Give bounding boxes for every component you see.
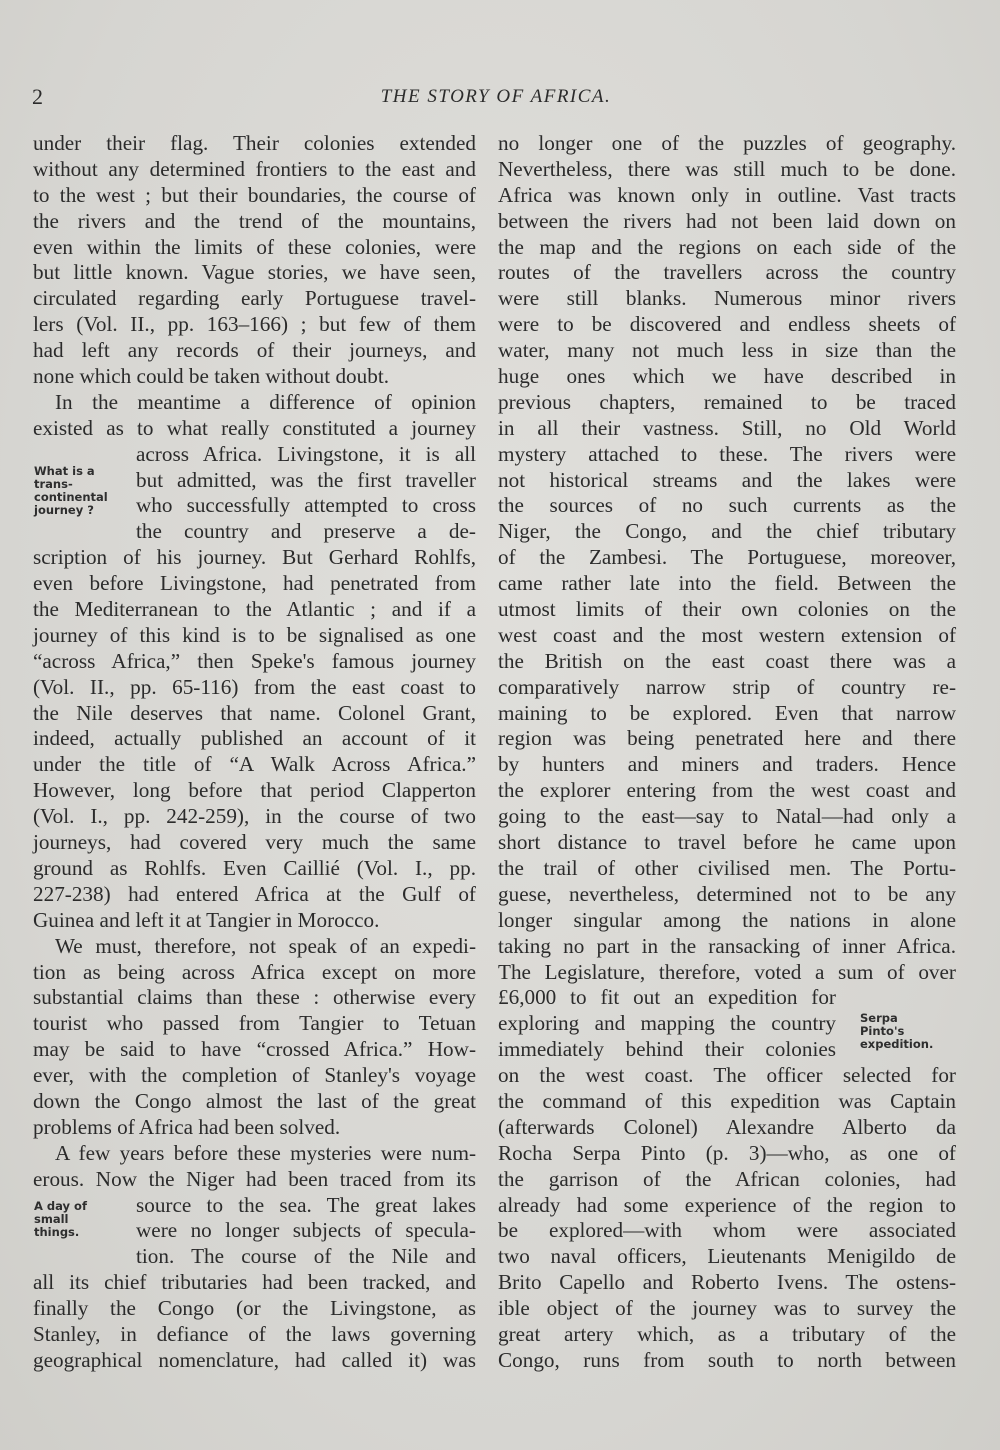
text-line: tion. The course of the Nile and	[136, 1244, 476, 1269]
text-line: two naval officers, Lieutenants Menigildo de	[498, 1244, 956, 1269]
text-line: Africa was known only in outline. Vast tracts	[498, 182, 956, 207]
text-line: were to be discovered and endless sheets of	[498, 312, 956, 337]
text-line: lers (Vol. II., pp. 163–166) ; but few of them	[33, 312, 476, 337]
text-line: geographical nomenclature, had called it) was	[33, 1347, 476, 1372]
text-line: without any determined frontiers to the east and	[33, 156, 476, 181]
page-header	[32, 84, 960, 114]
text-line: previous chapters, remained to be traced	[498, 389, 956, 414]
text-line: 227-238) had entered Africa at the Gulf of	[33, 881, 476, 906]
text-line: (afterwards Colonel) Alexandre Alberto da	[498, 1114, 956, 1139]
text-line: but little known. Vague stories, we have seen,	[33, 260, 476, 285]
text-line: no longer one of the puzzles of geography.	[498, 131, 956, 155]
text-line: the command of this expedition was Captain	[498, 1088, 956, 1113]
sidenote-serpa-pinto-expedition	[860, 1012, 933, 1051]
text-line: to the west ; but their boundaries, the course of	[33, 182, 476, 207]
sidenote-line: expedition.	[860, 1037, 934, 1051]
sidenote-line: A day of	[34, 1199, 87, 1213]
text-line: the rivers and the trend of the mountains,	[33, 208, 476, 233]
sidenote-line: What is a	[34, 464, 95, 478]
sidenote-line: Serpa	[860, 1011, 898, 1025]
text-line: Congo, runs from south to north between	[498, 1347, 956, 1372]
text-line: under the title of “A Walk Across Africa.”	[33, 752, 476, 777]
text-line: A few years before these mysteries were num-	[55, 1140, 476, 1165]
text-line: existed as to what really constituted a journey	[33, 415, 476, 440]
text-line: “across Africa,” then Speke's famous journey	[33, 648, 476, 673]
text-line: exploring and mapping the country	[498, 1011, 836, 1036]
text-line: Niger, the Congo, and the chief tributary	[498, 519, 956, 544]
sidenote-line: continental	[34, 490, 108, 504]
text-line: tion as being across Africa except on more	[33, 959, 476, 984]
text-line: by hunters and miners and traders. Hence	[498, 752, 956, 777]
text-line: none which could be taken without doubt.	[33, 364, 389, 389]
text-line: substantial claims than these : otherwise every	[33, 985, 476, 1010]
text-line: Nevertheless, there was still much to be done.	[498, 156, 956, 181]
text-line: even before Livingstone, had penetrated from	[33, 571, 476, 596]
text-line: immediately behind their colonies	[498, 1037, 836, 1062]
text-line: water, many not much less in size than the	[498, 338, 956, 363]
text-line: the British on the east coast there was a	[498, 648, 956, 673]
sidenote-day-of-small-things	[34, 1200, 87, 1239]
text-line: the map and the regions on each side of the	[498, 234, 956, 259]
text-line: journeys, had covered very much the same	[33, 830, 476, 855]
text-line: across Africa. Livingstone, it is all	[136, 441, 476, 466]
text-line: the Nile deserves that name. Colonel Grant,	[33, 700, 476, 725]
text-line: Rocha Serpa Pinto (p. 3)—who, as one of	[498, 1140, 956, 1165]
sidenote-line: things.	[34, 1225, 80, 1239]
sidenote-line: trans-	[34, 477, 73, 491]
text-line: the explorer entering from the west coast and	[498, 778, 956, 803]
text-line: indeed, actually published an account of it	[33, 726, 476, 751]
text-line: but admitted, was the first traveller	[136, 467, 476, 492]
text-line: erous. Now the Niger had been traced from its	[33, 1166, 476, 1191]
text-line: the trail of other civilised men. The Portu-	[498, 855, 956, 880]
text-line: all its chief tributaries had been tracked, and	[33, 1270, 476, 1295]
text-line: in all their vastness. Still, no Old World	[498, 415, 956, 440]
text-line: on the west coast. The officer selected for	[498, 1063, 956, 1088]
text-line: finally the Congo (or the Livingstone, as	[33, 1296, 476, 1321]
text-line: going to the east—say to Natal—had only a	[498, 804, 956, 829]
text-line: Stanley, in defiance of the laws governing	[33, 1321, 476, 1346]
text-line: be explored—with whom were associated	[498, 1218, 956, 1243]
text-line: even within the limits of these colonies, were	[33, 234, 476, 259]
text-line: short distance to travel before he came upon	[498, 830, 956, 855]
text-line: not historical streams and the lakes were	[498, 467, 956, 492]
text-line: (Vol. I., pp. 242-259), in the course of two	[33, 804, 476, 829]
page-number: 2	[32, 84, 43, 109]
sidenote-line: small	[34, 1212, 69, 1226]
text-line: taking no part in the ransacking of inner Africa.	[498, 933, 956, 958]
sidenote-line: journey ?	[34, 503, 94, 517]
text-line: In the meantime a difference of opinion	[55, 389, 476, 414]
text-line: west coast and the most western extension of	[498, 622, 956, 647]
text-line: circulated regarding early Portuguese travel-	[33, 286, 476, 311]
text-line: region was being penetrated here and there	[498, 726, 956, 751]
text-line: comparatively narrow strip of country re-	[498, 674, 956, 699]
text-line: Guinea and left it at Tangier in Morocco.	[33, 907, 380, 932]
text-line: the Mediterranean to the Atlantic ; and if a	[33, 597, 476, 622]
text-line: ible object of the journey was to survey the	[498, 1296, 956, 1321]
text-line: under their flag. Their colonies extended	[33, 131, 476, 155]
text-line: problems of Africa had been solved.	[33, 1114, 341, 1139]
text-line: maining to be explored. Even that narrow	[498, 700, 956, 725]
text-line: £6,000 to fit out an expedition for	[498, 985, 836, 1010]
text-line: down the Congo almost the last of the great	[33, 1088, 476, 1113]
text-line: ever, with the completion of Stanley's voyage	[33, 1063, 476, 1088]
text-line: may be said to have “crossed Africa.” How-	[33, 1037, 476, 1062]
text-line: journey of this kind is to be signalised as one	[33, 622, 476, 647]
text-line: Brito Capello and Roberto Ivens. The ostens-	[498, 1270, 956, 1295]
sidenote-line: Pinto's	[860, 1024, 905, 1038]
left-text-column	[33, 131, 476, 1374]
text-line: the sources of no such currents as the	[498, 493, 956, 518]
text-line: who successfully attempted to cross	[136, 493, 476, 518]
text-line: tourist who passed from Tangier to Tetuan	[33, 1011, 476, 1036]
text-line: were no longer subjects of specula-	[136, 1218, 476, 1243]
text-line: mystery attached to these. The rivers were	[498, 441, 956, 466]
text-line: already had some experience of the region to	[498, 1192, 956, 1217]
text-line: had left any records of their journeys, and	[33, 338, 476, 363]
text-line: were still blanks. Numerous minor rivers	[498, 286, 956, 311]
text-line: between the rivers had not been laid down on	[498, 208, 956, 233]
right-text-column	[498, 131, 956, 1374]
text-line: ground as Rohlfs. Even Caillié (Vol. I., pp.	[33, 855, 476, 880]
text-line: routes of the travellers across the country	[498, 260, 956, 285]
text-line: However, long before that period Clapperton	[33, 778, 476, 803]
text-line: We must, therefore, not speak of an expedi-	[55, 933, 476, 958]
text-line: the garrison of the African colonies, had	[498, 1166, 956, 1191]
text-line: The Legislature, therefore, voted a sum of over	[498, 959, 956, 984]
text-line: utmost limits of their own colonies on the	[498, 597, 956, 622]
sidenote-transcontinental-journey	[34, 465, 108, 517]
text-line: (Vol. II., pp. 65-116) from the east coast to	[33, 674, 476, 699]
running-title: THE STORY OF AFRICA.	[380, 86, 612, 107]
text-line: huge ones which we have described in	[498, 364, 956, 389]
text-line: came rather late into the field. Between the	[498, 571, 956, 596]
text-line: source to the sea. The great lakes	[136, 1192, 476, 1217]
text-line: the country and preserve a de-	[136, 519, 476, 544]
text-line: of the Zambesi. The Portuguese, moreover,	[498, 545, 956, 570]
text-line: scription of his journey. But Gerhard Rohlfs,	[33, 545, 476, 570]
text-line: great artery which, as a tributary of the	[498, 1321, 956, 1346]
text-line: guese, nevertheless, determined not to be any	[498, 881, 956, 906]
text-line: longer singular among the nations in alone	[498, 907, 956, 932]
